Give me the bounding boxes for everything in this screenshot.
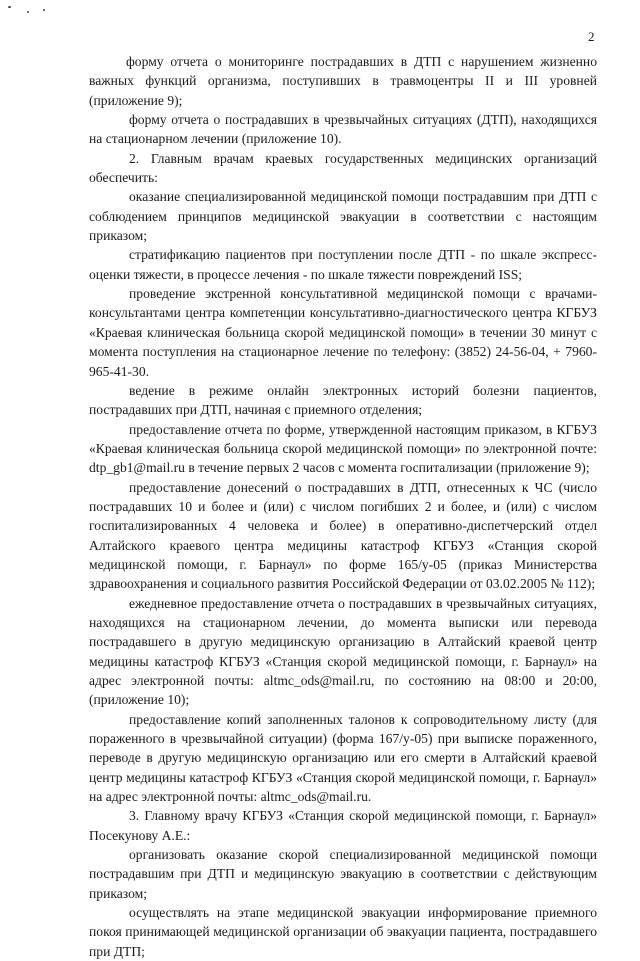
paragraph: осуществлять на этапе медицинской эвакуации информирование приемного покоя принимающей медицинской организации об эвакуации пациента, пострадавшего при ДТП; [89, 905, 597, 959]
paragraph: ведение в режиме онлайн электронных историй болезни пациентов, пострадавших при ДТП, начиная с приемного отделения; [89, 382, 597, 418]
paragraph: предоставление донесений о пострадавших в ДТП, отнесенных к ЧС (число пострадавших 10 и более и (или) с числом погибших 2 и более, и (или) с числом госпитализированных 4 человека и более) в оперативно-диспетчерский отдел Алтайского краевого центра медицины катастроф КГБУЗ «Станция скорой медицинской помощи, г. Барнаул» по форме 165/у-05 (приказ Министерства здравоохранения и социального развития Российской Федерации от 03.02.2005 № 112); [89, 479, 597, 592]
scan-artifact [43, 9, 45, 11]
page-number: 2 [588, 29, 595, 44]
paragraph: предоставление копий заполненных талонов к сопроводительному листу (для пораженного в чрезвычайной ситуации) (форма 167/у-05) при выписке пораженного, переводе в другую медицинскую организацию или его смерти в Алтайский краевой центр медицины катастроф КГБУЗ «Станция скорой медицинской помощи, г. Барнаул» на адрес электронной почты: altmc_ods@mail.ru. [89, 711, 597, 805]
section-heading: 2. Главным врачам краевых государственных медицинских организаций обеспечить: [89, 150, 597, 186]
paragraph: форму отчета о пострадавших в чрезвычайных ситуациях (ДТП), находящихся на стационарном лечении (приложение 10). [89, 112, 597, 147]
paragraph: проведение экстренной консультативной медицинской помощи с врачами-консультантами центра компетенции консультативно-диагностического центра КГБУЗ «Краевая клиническая больница скорой медицинской помощи» в течении 30 минут с момента поступления на стационарное лечение по телефону: (3852) 24-56-04, + 7960-965-41-30. [89, 286, 597, 379]
paragraph: стратификацию пациентов при поступлении после ДТП - по шкале экспресс-оценки тяжести, в процессе лечения - по шкале тяжести повреждений ISS; [89, 247, 597, 282]
paragraph: предоставление отчета по форме, утвержденной настоящим приказом, в КГБУЗ «Краевая клиническая больница скорой медицинской помощи» по электронной почте: dtp_gb1@mail.ru в течение первых 2 часов с момента госпитализации (приложение 9); [89, 421, 597, 476]
paragraph: оказание специализированной медицинской помощи пострадавшим при ДТП с соблюдением принципов медицинской эвакуации в соответствии с настоящим приказом; [89, 189, 597, 244]
paragraph: форму отчета о мониторинге пострадавших в ДТП с нарушением жизненно важных функций организма, поступивших в травмоцентры II и III уровней (приложение 9); [89, 54, 597, 108]
scan-artifact [27, 11, 29, 13]
paragraph: организовать оказание скорой специализированной медицинской помощи пострадавшим при ДТП и медицинскую эвакуацию в соответствии с действующим приказом; [89, 847, 597, 901]
document-body [89, 52, 597, 961]
section-heading: 3. Главному врачу КГБУЗ «Станция скорой медицинской помощи, г. Барнаул» Посекунову А.Е.: [89, 808, 597, 843]
paragraph: ежедневное предоставление отчета о пострадавших в чрезвычайных ситуациях, находящихся на стационарном лечении, до момента выписки или перевода пострадавшего в другую медицинскую организацию в Алтайский краевой центр медицины катастроф КГБУЗ «Станция скорой медицинской помощи, г. Барнаул» на адрес электронной почты: altmc_ods@mail.ru, по состоянию на 08:00 и 20:00, (приложение 10); [89, 595, 597, 708]
scan-artifact [8, 6, 11, 8]
